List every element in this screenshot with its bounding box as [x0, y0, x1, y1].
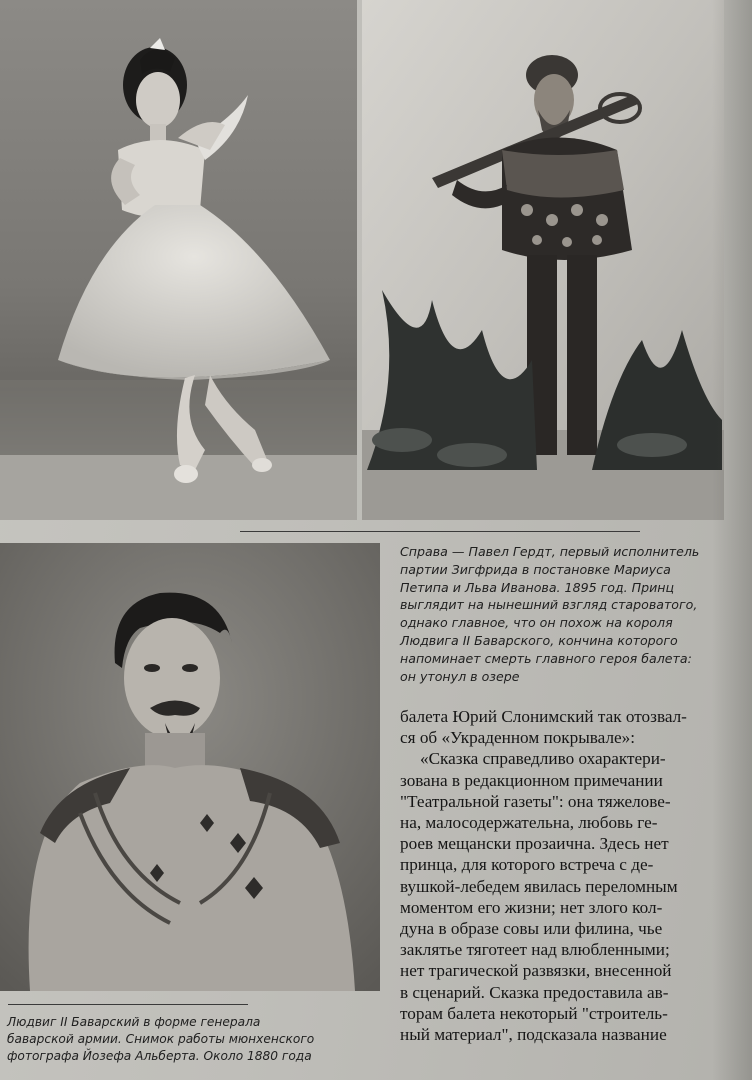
body-line: балета Юрий Слонимский так отозвал-	[400, 707, 687, 726]
body-line: дуна в образе совы или филина, чье	[400, 919, 663, 939]
caption-line: партии Зигфрида в постановке Мариуса	[400, 561, 671, 577]
caption-rule	[8, 1004, 248, 1005]
caption-gerdt	[400, 543, 752, 685]
body-line: нет трагической развязки, внесенной	[400, 961, 672, 981]
caption-rule	[240, 531, 640, 532]
caption-line: Людвиг II Баварский в форме генерала	[7, 1015, 261, 1029]
caption-line: Справа — Павел Гердт, первый исполнитель	[400, 544, 700, 559]
body-line: ся об «Украденном покрывале»:	[400, 728, 636, 748]
body-text-column	[400, 706, 752, 1045]
body-line: «Сказка справедливо охарактери-	[420, 749, 666, 769]
caption-line: напоминает смерть главного героя балета:	[400, 650, 692, 666]
caption-ludwig	[7, 1014, 387, 1066]
caption-line: баварской армии. Снимок работы мюнхенского	[7, 1032, 315, 1047]
body-line: в сценарий. Сказка предоставила ав-	[400, 982, 669, 1002]
body-line: заклятье тяготеет над влюбленными;	[400, 940, 670, 960]
body-line: моментом его жизни; нет злого кол-	[400, 897, 663, 917]
caption-line: выглядит на нынешний взгляд староватого,	[400, 597, 698, 613]
body-line: принца, для которого встреча с де-	[400, 855, 654, 875]
body-line: на, малосодержательна, любовь ге-	[400, 813, 658, 833]
costumed-singer-photo	[362, 0, 724, 520]
caption-line: однако главное, что он похож на короля	[400, 615, 673, 631]
body-line: зована в редакционном примечании	[400, 770, 663, 790]
body-line: "Театральной газеты": она тяжелове-	[400, 791, 671, 811]
body-line: торам балета некоторый "строитель-	[400, 1003, 668, 1023]
body-line: ный материал", подсказала название	[400, 1025, 667, 1045]
caption-line: Петипа и Льва Иванова. 1895 год. Принц	[400, 579, 675, 595]
body-line: роев мещански прозаична. Здесь нет	[400, 834, 669, 854]
caption-line: он утонул в озере	[400, 668, 520, 684]
caption-line: фотографа Йозефа Альберта. Около 1880 года	[7, 1049, 312, 1064]
portrait-photo	[0, 543, 380, 991]
caption-line: Людвига II Баварского, кончина которого	[400, 632, 678, 648]
ballerina-photo	[0, 0, 357, 520]
body-line: вушкой-лебедем явилась переломным	[400, 876, 678, 896]
